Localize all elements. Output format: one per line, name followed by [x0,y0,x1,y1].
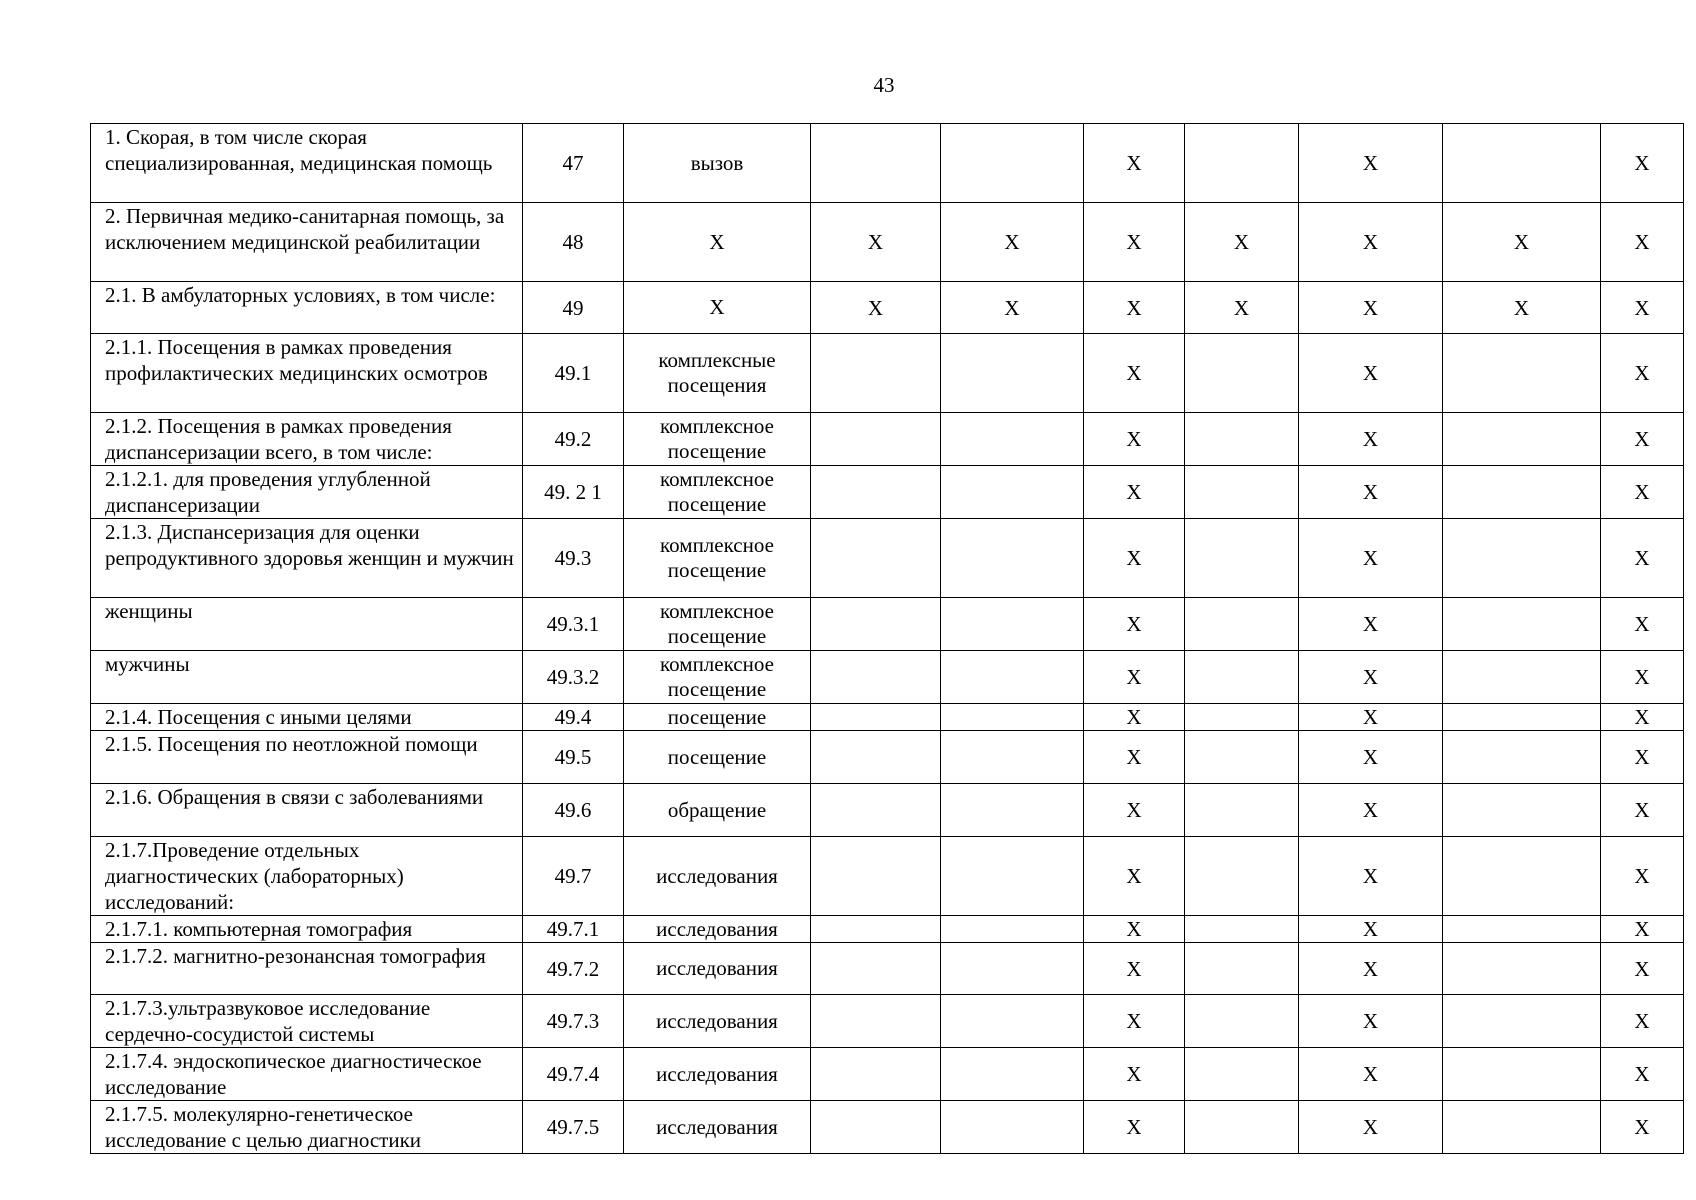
col10-cell: X [1601,334,1684,413]
col5-cell [941,466,1084,519]
col7-cell [1185,837,1299,916]
col7-cell [1185,651,1299,704]
col4-cell [811,1048,941,1101]
row-unit-cell: комплексное посещение [624,413,811,466]
col4-cell [811,598,941,651]
col9-cell [1443,916,1601,943]
table-row [91,1048,1684,1101]
col8-cell: X [1299,651,1443,704]
col9-cell [1443,943,1601,995]
col4-cell [811,519,941,598]
col7-cell [1185,598,1299,651]
row-code-cell: 49.7.5 [523,1101,624,1154]
col8-cell: X [1299,784,1443,837]
col10-cell: X [1601,1101,1684,1154]
col5-cell [941,598,1084,651]
row-name-cell: 2.1.7.3.ультразвуковое исследование сердечно-сосудистой системы [91,995,523,1048]
col5-cell [941,916,1084,943]
col10-cell: X [1601,124,1684,203]
col7-cell [1185,731,1299,784]
col9-cell [1443,731,1601,784]
col10-cell: X [1601,704,1684,731]
col9-cell [1443,1101,1601,1154]
col4-cell [811,651,941,704]
row-unit-cell: посещение [624,704,811,731]
col7-cell [1185,784,1299,837]
row-code-cell: 49.7.3 [523,995,624,1048]
page-number: 43 [873,73,895,97]
col6-cell: X [1084,704,1185,731]
col6-cell: X [1084,731,1185,784]
col6-cell: X [1084,943,1185,995]
col9-cell [1443,1048,1601,1101]
table-row [91,124,1684,203]
row-name-cell: 2.1.1. Посещения в рамках проведения профилактических медицинских осмотров [91,334,523,413]
col10-cell: X [1601,598,1684,651]
row-code-cell: 49.3.2 [523,651,624,704]
row-name-cell: 2.1.2. Посещения в рамках проведения диспансеризации всего, в том числе: [91,413,523,466]
col9-cell: X [1443,203,1601,282]
row-name-cell: 2.1.7.4. эндоскопическое диагностическое исследование [91,1048,523,1101]
col6-cell: X [1084,1101,1185,1154]
col9-cell [1443,466,1601,519]
row-code-cell: 49.5 [523,731,624,784]
col4-cell [811,334,941,413]
col6-cell: X [1084,837,1185,916]
col10-cell: X [1601,1048,1684,1101]
col10-cell: X [1601,995,1684,1048]
col5-cell [941,837,1084,916]
table-row [91,731,1684,784]
row-code-cell: 49.4 [523,704,624,731]
row-name-cell: 2.1.7.Проведение отдельных диагностических (лабораторных) исследований: [91,837,523,916]
col7-cell [1185,124,1299,203]
row-name-cell: 2.1.6. Обращения в связи с заболеваниями [91,784,523,837]
col5-cell [941,943,1084,995]
row-name-cell: 2.1.2.1. для проведения углубленной диспансеризации [91,466,523,519]
col10-cell: X [1601,651,1684,704]
row-name-cell: 2. Первичная медико-санитарная помощь, за исключением медицинской реабилитации [91,203,523,282]
table-row [91,413,1684,466]
col10-cell: X [1601,731,1684,784]
col9-cell [1443,784,1601,837]
col7-cell [1185,413,1299,466]
col4-cell [811,466,941,519]
col6-cell: X [1084,124,1185,203]
table-body [91,124,1684,1154]
table-row [91,1101,1684,1154]
col8-cell: X [1299,598,1443,651]
col7-cell: X [1185,203,1299,282]
col8-cell: X [1299,1101,1443,1154]
col10-cell: X [1601,413,1684,466]
row-unit-cell: комплексные посещения [624,334,811,413]
col7-cell [1185,916,1299,943]
col8-cell: X [1299,943,1443,995]
col5-cell [941,1101,1084,1154]
col4-cell: X [811,203,941,282]
col8-cell: X [1299,124,1443,203]
col9-cell [1443,413,1601,466]
row-name-cell: 2.1.7.1. компьютерная томография [91,916,523,943]
col10-cell: X [1601,916,1684,943]
row-unit-cell: комплексное посещение [624,651,811,704]
col6-cell: X [1084,466,1185,519]
table-row [91,784,1684,837]
row-name-cell: мужчины [91,651,523,704]
col5-cell [941,784,1084,837]
row-code-cell: 49.7.2 [523,943,624,995]
col6-cell: X [1084,784,1185,837]
col6-cell: X [1084,282,1185,334]
col6-cell: X [1084,413,1185,466]
col5-cell [941,995,1084,1048]
col5-cell: X [941,282,1084,334]
table-row [91,704,1684,731]
col9-cell [1443,519,1601,598]
col9-cell [1443,598,1601,651]
col4-cell [811,704,941,731]
row-unit-cell: исследования [624,943,811,995]
row-unit-cell: комплексное посещение [624,466,811,519]
col5-cell [941,1048,1084,1101]
col4-cell [811,784,941,837]
row-unit-cell: посещение [624,731,811,784]
row-unit-cell: комплексное посещение [624,519,811,598]
col4-cell [811,731,941,784]
col6-cell: X [1084,203,1185,282]
row-unit-cell: X [624,282,811,334]
col7-cell [1185,1101,1299,1154]
col5-cell [941,413,1084,466]
row-code-cell: 49. 2 1 [523,466,624,519]
col8-cell: X [1299,995,1443,1048]
row-unit-cell: X [624,203,811,282]
col5-cell [941,124,1084,203]
col8-cell: X [1299,704,1443,731]
col6-cell: X [1084,519,1185,598]
table-row [91,995,1684,1048]
col5-cell: X [941,203,1084,282]
col8-cell: X [1299,731,1443,784]
col10-cell: X [1601,466,1684,519]
col7-cell [1185,519,1299,598]
col8-cell: X [1299,837,1443,916]
col5-cell [941,651,1084,704]
col9-cell [1443,704,1601,731]
row-name-cell: женщины [91,598,523,651]
col6-cell: X [1084,916,1185,943]
table-row [91,837,1684,916]
col5-cell [941,519,1084,598]
table-row [91,334,1684,413]
col7-cell [1185,1048,1299,1101]
col9-cell [1443,651,1601,704]
col10-cell: X [1601,282,1684,334]
col4-cell [811,943,941,995]
table-row [91,943,1684,995]
row-code-cell: 49.3.1 [523,598,624,651]
col7-cell [1185,704,1299,731]
col8-cell: X [1299,1048,1443,1101]
row-code-cell: 49.6 [523,784,624,837]
row-name-cell: 1. Скорая, в том числе скорая специализированная, медицинская помощь [91,124,523,203]
row-unit-cell: исследования [624,916,811,943]
row-name-cell: 2.1.3. Диспансеризация для оценки репродуктивного здоровья женщин и мужчин [91,519,523,598]
table-row [91,598,1684,651]
row-unit-cell: исследования [624,1048,811,1101]
col4-cell [811,413,941,466]
data-table [90,123,1684,1154]
table-row [91,466,1684,519]
row-unit-cell: исследования [624,1101,811,1154]
row-name-cell: 2.1.5. Посещения по неотложной помощи [91,731,523,784]
row-name-cell: 2.1.7.2. магнитно-резонансная томография [91,943,523,995]
col6-cell: X [1084,1048,1185,1101]
row-unit-cell: исследования [624,837,811,916]
col8-cell: X [1299,466,1443,519]
col7-cell [1185,995,1299,1048]
col6-cell: X [1084,598,1185,651]
table-row [91,651,1684,704]
row-code-cell: 49 [523,282,624,334]
row-code-cell: 48 [523,203,624,282]
col6-cell: X [1084,334,1185,413]
col10-cell: X [1601,519,1684,598]
col4-cell [811,837,941,916]
table-row [91,519,1684,598]
col7-cell [1185,334,1299,413]
col8-cell: X [1299,334,1443,413]
row-name-cell: 2.1.7.5. молекулярно-генетическое исследование с целью диагностики [91,1101,523,1154]
col6-cell: X [1084,651,1185,704]
row-unit-cell: обращение [624,784,811,837]
row-code-cell: 49.7.1 [523,916,624,943]
row-code-cell: 47 [523,124,624,203]
col8-cell: X [1299,282,1443,334]
col4-cell [811,1101,941,1154]
table-row [91,282,1684,334]
col4-cell [811,916,941,943]
col7-cell: X [1185,282,1299,334]
row-unit-cell: комплексное посещение [624,598,811,651]
col7-cell [1185,466,1299,519]
col4-cell [811,124,941,203]
col10-cell: X [1601,784,1684,837]
row-code-cell: 49.3 [523,519,624,598]
col9-cell: X [1443,282,1601,334]
row-name-cell: 2.1. В амбулаторных условиях, в том числе: [91,282,523,334]
col6-cell: X [1084,995,1185,1048]
col5-cell [941,704,1084,731]
row-code-cell: 49.7.4 [523,1048,624,1101]
row-unit-cell: вызов [624,124,811,203]
row-name-cell: 2.1.4. Посещения с иными целями [91,704,523,731]
row-code-cell: 49.2 [523,413,624,466]
col5-cell [941,334,1084,413]
table-row [91,203,1684,282]
col7-cell [1185,943,1299,995]
col8-cell: X [1299,203,1443,282]
col8-cell: X [1299,413,1443,466]
row-unit-cell: исследования [624,995,811,1048]
col10-cell: X [1601,943,1684,995]
table-row [91,916,1684,943]
col10-cell: X [1601,203,1684,282]
col9-cell [1443,124,1601,203]
row-code-cell: 49.1 [523,334,624,413]
col9-cell [1443,995,1601,1048]
col8-cell: X [1299,519,1443,598]
col10-cell: X [1601,837,1684,916]
col9-cell [1443,837,1601,916]
col9-cell [1443,334,1601,413]
col5-cell [941,731,1084,784]
col4-cell [811,995,941,1048]
col4-cell: X [811,282,941,334]
row-code-cell: 49.7 [523,837,624,916]
col8-cell: X [1299,916,1443,943]
